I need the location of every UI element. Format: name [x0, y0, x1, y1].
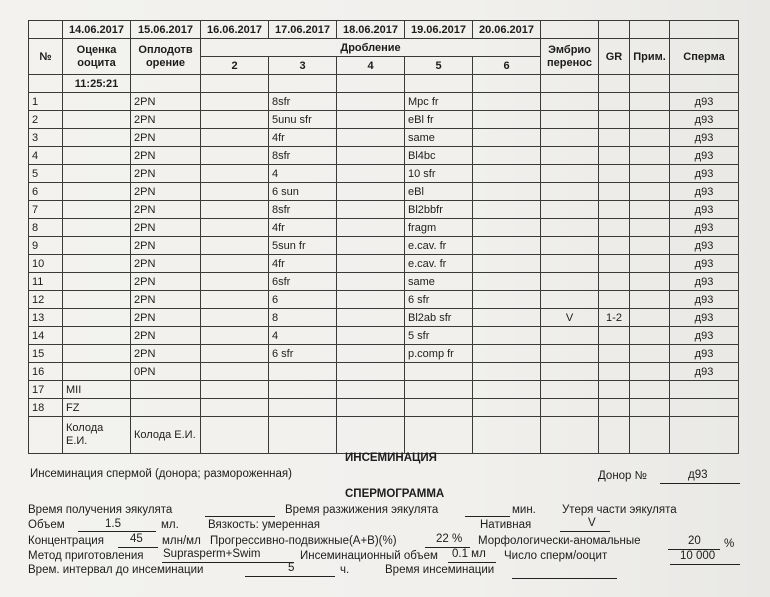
row-day3: 6: [269, 291, 337, 309]
row-number: 6: [29, 183, 63, 201]
row-day3: 6 sfr: [269, 345, 337, 363]
header-num: №: [29, 39, 63, 75]
row-fertilization: 2PN: [131, 237, 201, 255]
row-day5: 5 sfr: [405, 327, 473, 345]
row-fertilization: 2PN: [131, 273, 201, 291]
row-number: 17: [29, 381, 63, 399]
oocyte-time: 11:25:21: [63, 75, 131, 93]
header-cleavage: Дробление: [201, 39, 541, 57]
row-day5: Bl2ab sfr: [405, 309, 473, 327]
row-day3: 8sfr: [269, 147, 337, 165]
donor-value: д93: [688, 469, 708, 481]
row-fertilization: 2PN: [131, 255, 201, 273]
native-label: Нативная: [480, 519, 532, 531]
row-day3: 4: [269, 327, 337, 345]
insemination-title: ИНСЕМИНАЦИЯ: [345, 452, 437, 464]
row-fertilization: 2PN: [131, 219, 201, 237]
row-number: 8: [29, 219, 63, 237]
header-day-4: 4: [337, 57, 405, 75]
row-fertilization: 2PN: [131, 201, 201, 219]
row-number: 3: [29, 129, 63, 147]
date-6: 19.06.2017: [405, 21, 473, 39]
header-transfer: Эмбрио перенос: [541, 39, 599, 75]
concentration-label: Концентрация: [28, 535, 104, 547]
date-5: 18.06.2017: [337, 21, 405, 39]
row-fertilization: 2PN: [131, 147, 201, 165]
row-fertilization: 2PN: [131, 309, 201, 327]
date-4: 17.06.2017: [269, 21, 337, 39]
signature-oocyte: Колода Е.И.: [63, 417, 131, 454]
row-number: 13: [29, 309, 63, 327]
row-sperm: д93: [670, 165, 739, 183]
row-number: 9: [29, 237, 63, 255]
volume-value: 1.5: [105, 518, 121, 530]
morph-label: Морфологически-аномальные: [478, 535, 641, 547]
row-number: 16: [29, 363, 63, 381]
row-number: 5: [29, 165, 63, 183]
row-number: 15: [29, 345, 63, 363]
row-day3: 8sfr: [269, 93, 337, 111]
date-7: 20.06.2017: [473, 21, 541, 39]
row-day3: 8sfr: [269, 201, 337, 219]
date-2: 15.06.2017: [131, 21, 201, 39]
concentration-value: 45: [130, 533, 143, 545]
row-day3: 4fr: [269, 129, 337, 147]
row-fertilization: 2PN: [131, 345, 201, 363]
row-sperm: д93: [670, 327, 739, 345]
interval-label: Врем. интервал до инсеминации: [28, 564, 204, 576]
ml-label: мл.: [161, 519, 179, 531]
morph-value: 20: [688, 535, 701, 547]
percent-label: %: [724, 538, 735, 550]
ins-volume-value: 0.1 мл: [452, 548, 486, 560]
header-day-6: 6: [473, 57, 541, 75]
spermogram-title: СПЕРМОГРАММА: [345, 488, 445, 500]
ins-time-label: Время инсеминации: [385, 564, 495, 576]
row-sperm: д93: [670, 93, 739, 111]
row-day5: same: [405, 273, 473, 291]
header-oocyte: Оценка ооцита: [63, 39, 131, 75]
row-day5: same: [405, 129, 473, 147]
row-oocyte: FZ: [63, 399, 131, 417]
row-number: 1: [29, 93, 63, 111]
row-number: 2: [29, 111, 63, 129]
header-sperm: Сперма: [670, 39, 739, 75]
row-day3: 4fr: [269, 255, 337, 273]
row-number: 4: [29, 147, 63, 165]
insemination-text: Инсеминация спермой (донора; размороженная): [30, 468, 292, 480]
row-sperm: д93: [670, 111, 739, 129]
row-fertilization: 2PN: [131, 165, 201, 183]
loss-label: Утеря части эякулята: [562, 504, 677, 516]
min-label: мин.: [512, 504, 536, 516]
liquefaction-label: Время разжижения эякулята: [285, 504, 439, 516]
method-label: Метод приготовления: [28, 550, 144, 562]
donor-label: Донор №: [598, 470, 647, 482]
row-sperm: д93: [670, 309, 739, 327]
viscosity-label: Вязкость: умеренная: [208, 519, 321, 531]
header-gr: GR: [599, 39, 630, 75]
row-sperm: д93: [670, 219, 739, 237]
row-number: 12: [29, 291, 63, 309]
row-number: 14: [29, 327, 63, 345]
header-day-3: 3: [269, 57, 337, 75]
header-day-2: 2: [201, 57, 269, 75]
row-day5: 6 sfr: [405, 291, 473, 309]
progressive-value: 22 %: [436, 533, 463, 545]
sperm-per-oocyte-label: Число сперм/ооцит: [504, 550, 608, 562]
row-sperm: д93: [670, 129, 739, 147]
row-day5: Mpc fr: [405, 93, 473, 111]
row-day5: 10 sfr: [405, 165, 473, 183]
row-sperm: д93: [670, 237, 739, 255]
row-sperm: д93: [670, 273, 739, 291]
row-day5: p.comp fr: [405, 345, 473, 363]
row-day3: 6 sun: [269, 183, 337, 201]
row-sperm: д93: [670, 345, 739, 363]
row-sperm: д93: [670, 291, 739, 309]
row-day5: eBl: [405, 183, 473, 201]
row-fertilization: 2PN: [131, 291, 201, 309]
row-day5: e.cav. fr: [405, 255, 473, 273]
row-day3: 5sun fr: [269, 237, 337, 255]
row-oocyte: MII: [63, 381, 131, 399]
interval-value: 5: [288, 562, 295, 574]
hours-label: ч.: [340, 564, 350, 576]
row-fertilization: 0PN: [131, 363, 201, 381]
row-fertilization: 2PN: [131, 183, 201, 201]
progressive-label: Прогрессивно-подвижные(A+B)(%): [210, 535, 397, 547]
row-transfer: V: [541, 309, 599, 327]
volume-label: Объем: [28, 519, 65, 531]
row-day5: Bl2bbfr: [405, 201, 473, 219]
signature-fert: Колода Е.И.: [131, 417, 201, 454]
date-1: 14.06.2017: [63, 21, 131, 39]
header-day-5: 5: [405, 57, 473, 75]
row-day5: eBl fr: [405, 111, 473, 129]
row-fertilization: 2PN: [131, 93, 201, 111]
row-number: 10: [29, 255, 63, 273]
row-sperm: д93: [670, 147, 739, 165]
row-number: 11: [29, 273, 63, 291]
row-day3: 6sfr: [269, 273, 337, 291]
row-day5: e.cav. fr: [405, 237, 473, 255]
native-value: V: [588, 517, 596, 529]
conc-unit: млн/мл: [162, 535, 201, 547]
row-fertilization: 2PN: [131, 129, 201, 147]
receipt-time-label: Время получения эякулята: [28, 504, 173, 516]
row-number: 18: [29, 399, 63, 417]
row-day5: fragm: [405, 219, 473, 237]
header-note: Прим.: [630, 39, 670, 75]
row-sperm: д93: [670, 363, 739, 381]
sperm-per-oocyte-value: 10 000: [680, 550, 716, 562]
row-gr: 1-2: [599, 309, 630, 327]
ins-volume-label: Инсеминационный объем: [300, 550, 438, 562]
row-number: 7: [29, 201, 63, 219]
row-day3: 4: [269, 165, 337, 183]
row-day5: Bl4bc: [405, 147, 473, 165]
row-sperm: д93: [670, 201, 739, 219]
row-sperm: д93: [670, 255, 739, 273]
method-value: Suprasperm+Swim: [163, 548, 261, 560]
header-fertilization: Оплодотв орение: [131, 39, 201, 75]
row-fertilization: 2PN: [131, 327, 201, 345]
row-day3: 4fr: [269, 219, 337, 237]
row-day3: 8: [269, 309, 337, 327]
row-day3: 5unu sfr: [269, 111, 337, 129]
row-sperm: д93: [670, 183, 739, 201]
date-3: 16.06.2017: [201, 21, 269, 39]
row-fertilization: 2PN: [131, 111, 201, 129]
